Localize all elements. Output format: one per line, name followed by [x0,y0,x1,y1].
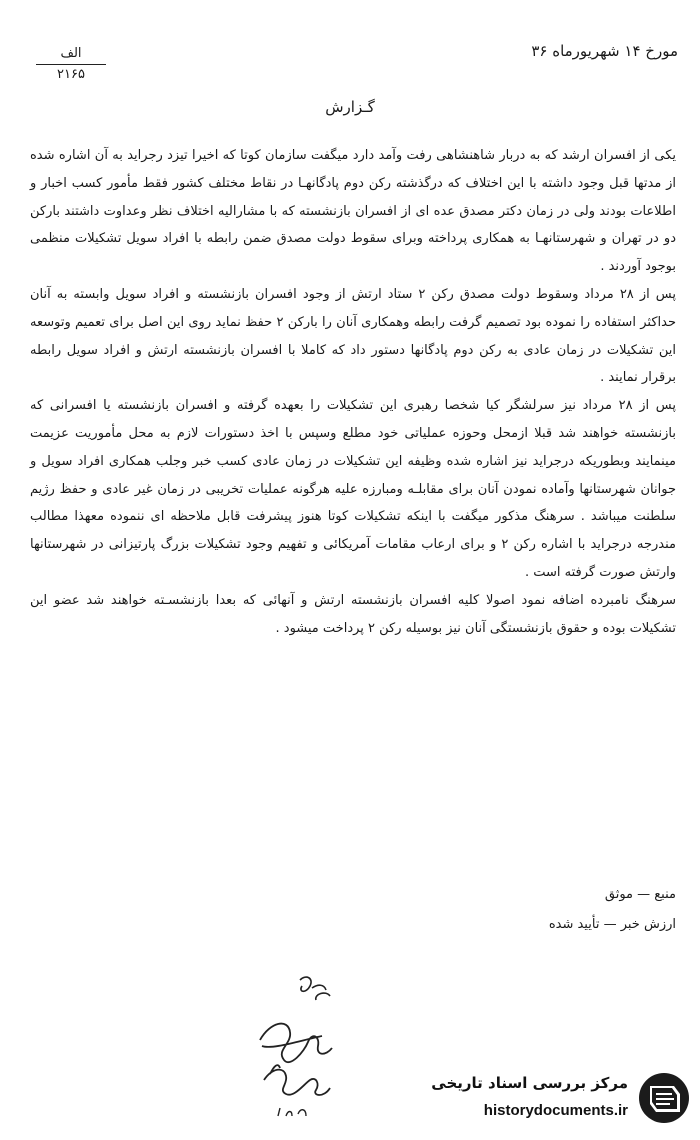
report-title: گـزارش [325,98,375,116]
source-line: منبع — موثق [604,887,676,902]
paragraph-4: سرهنگ نامبرده اضافه نمود اصولا کلیه افسران بازنشسته ارتش و آنهائی که بعدا بازنشسـته خواهند شد عضو این تشکیلات بوده و حقوق بازنشستگی آنان نیز بوسیله رکن ۲ پرداخت میشود . [30,592,676,636]
reference-divider [36,64,106,65]
logo-title: مرکز بررسی اسناد تاریخی [431,1074,628,1092]
report-meta [549,880,676,940]
reference-number: ۲۱۶۵ [57,67,85,82]
reference-letter: الف [60,46,82,61]
value-line: ارزش خبر — تأیید شده [548,917,676,932]
archive-logo [402,1068,692,1134]
date-line: مورخ ۱۴ شهریورماه ۳۶ [531,42,678,60]
paragraph-1: یکی از افسران ارشد که به دربار شاهنشاهی رفت وآمد دارد میگفت سازمان کوتا که اخیرا تیزد رجراید به آن اشاره شده از مدتها قبل وجود داشته با این اختلاف که درگذشته رکن دوم پادگانهـا در نقاط مختلف کشور فقط مأمور کسب اخبار و اطلاعات بودند ولی در زمان دکتر مصدق عده ای از افسران بازنشسته که با مشارالیه اختلاف نظر وعداوت داشتند بارکن دو در تهران و شهرستانهـا به همکاری پرداخته وبرای سقوط دولت مصدق ضمن رابطه با افراد سویل تشکیلات منظمی بوجود آوردند . [30,148,676,275]
paragraph-2: پس از ۲۸ مرداد وسقوط دولت مصدق رکن ۲ ستاد ارتش از وجود افسران بازنشسته و افراد سویل وابسته به آنان حداکثر استفاده را نموده بود تصمیم گرفت رابطه وهمکاری آنان را بارکن ۲ حفظ نماید روی این اصل برای تعمیم وتوسعه این تشکیلات در زمان عادی به رکن دوم پادگانها دستور داد که کاملا با افسران بازنشسته ارتش و افراد سویل رابطه برقرار نمایند . [30,286,676,386]
logo-url: historydocuments.ir [483,1102,628,1119]
handwritten-signature [240,968,360,1128]
paragraph-3: پس از ۲۸ مرداد نیز سرلشگر کیا شخصا رهبری این تشکیلات را بعهده گرفته و افسران بازنشسته یا افسرانی که بازنشسته خواهند شد قبلا ازمحل وحوزه عملیاتی خود مطلع وسپس با اخذ دستورات لازم به محل مأموریت عزیمت مینمایند وبطوریکه درجراید نیز اشاره شده وظیفه این تشکیلات در زمان عادی کسب خبر وجلب همکاری افراد سویل و جوانان شهرستانها وآماده نمودن آنان برای مقابلـه ومبارزه علیه هرگونه عملیات تخریبی در زمان غیر عادی و حفظ رژیم سلطنت میباشد . سرهنگ مذکور میگفت با اینکه تشکیلات کوتا هنوز پیشرفت قابل ملاحظه ای ننموده معهذا مطالب مندرجه درجراید با اشاره رکن ۲ و برای ارعاب مقامات آمریکائی و تفهیم وجود تشکیلات بزرگ پارتیزانی در شهرستانها وارتش صورت گرفته است . [30,398,676,580]
archive-scroll-icon [636,1070,692,1126]
reference-block [26,46,116,82]
report-body [30,142,676,642]
